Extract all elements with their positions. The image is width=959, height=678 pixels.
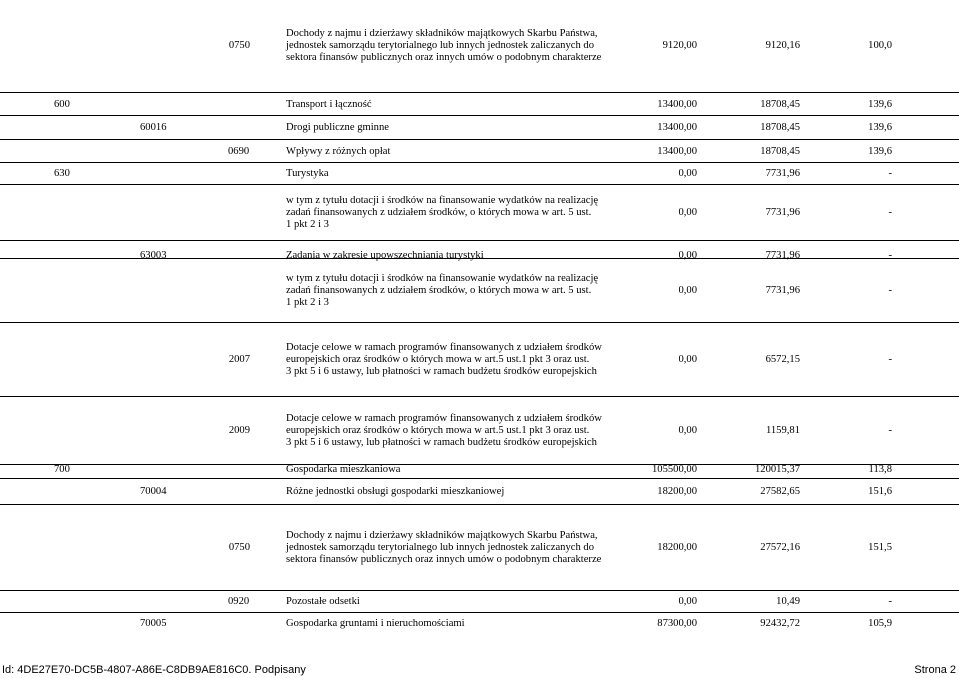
plan-value: 0,00 bbox=[678, 285, 697, 296]
description-line: jednostek samorządu terytorialnego lub innych jednostek zaliczanych do bbox=[286, 40, 594, 51]
execution-value: 92432,72 bbox=[760, 618, 800, 629]
percent-value: 113,8 bbox=[868, 464, 892, 475]
description-line: 3 pkt 5 i 6 ustawy, lub płatności w ramach budżetu środków europejskich bbox=[286, 366, 597, 377]
row-code: 600 bbox=[54, 99, 70, 110]
row-description bbox=[286, 168, 329, 180]
page-number: Strona 2 bbox=[914, 664, 956, 676]
plan-value: 0,00 bbox=[678, 354, 697, 365]
percent-value: - bbox=[888, 285, 892, 296]
description-line: sektora finansów publicznych oraz innych umów o podobnym charakterze bbox=[286, 554, 602, 565]
description-line: europejskich oraz środków o których mowa w art.5 ust.1 pkt 3 oraz ust. bbox=[286, 354, 590, 365]
execution-value: 18708,45 bbox=[760, 122, 800, 133]
document-id: Id: 4DE27E70-DC5B-4807-A86E-C8DB9AE816C0. Podpisany bbox=[2, 664, 306, 676]
plan-value: 18200,00 bbox=[657, 486, 697, 497]
description-line: Gospodarka mieszkaniowa bbox=[286, 464, 401, 475]
table-row bbox=[0, 322, 959, 397]
description-line: w tym z tytułu dotacji i środków na finansowanie wydatków na realizację bbox=[286, 195, 599, 206]
description-line: Transport i łączność bbox=[286, 99, 372, 110]
description-line: Pozostałe odsetki bbox=[286, 596, 360, 607]
execution-value: 10,49 bbox=[776, 596, 800, 607]
row-code: 63003 bbox=[140, 250, 167, 261]
percent-value: 151,6 bbox=[868, 486, 892, 497]
execution-value: 7731,96 bbox=[765, 250, 800, 261]
description-line: europejskich oraz środków o których mowa w art.5 ust.1 pkt 3 oraz ust. bbox=[286, 425, 590, 436]
row-code: 630 bbox=[54, 168, 70, 179]
execution-value: 9120,16 bbox=[765, 40, 800, 51]
row-description bbox=[286, 195, 598, 231]
plan-value: 0,00 bbox=[678, 250, 697, 261]
plan-value: 13400,00 bbox=[657, 99, 697, 110]
description-line: 3 pkt 5 i 6 ustawy, lub płatności w ramach budżetu środków europejskich bbox=[286, 437, 597, 448]
execution-value: 7731,96 bbox=[765, 285, 800, 296]
table-row bbox=[0, 139, 959, 163]
row-description bbox=[286, 486, 504, 498]
table-row bbox=[0, 115, 959, 140]
row-description bbox=[286, 99, 372, 111]
percent-value: 139,6 bbox=[868, 99, 892, 110]
row-description bbox=[286, 28, 601, 64]
percent-value: - bbox=[888, 354, 892, 365]
plan-value: 0,00 bbox=[678, 207, 697, 218]
row-description bbox=[286, 413, 602, 449]
table-row bbox=[0, 590, 959, 613]
description-line: Drogi publiczne gminne bbox=[286, 122, 389, 133]
plan-value: 9120,00 bbox=[662, 40, 697, 51]
description-line: 1 pkt 2 i 3 bbox=[286, 297, 329, 308]
plan-value: 13400,00 bbox=[657, 122, 697, 133]
percent-value: 139,6 bbox=[868, 122, 892, 133]
plan-value: 18200,00 bbox=[657, 542, 697, 553]
percent-value: - bbox=[888, 207, 892, 218]
execution-value: 120015,37 bbox=[754, 464, 800, 475]
row-code: 700 bbox=[54, 464, 70, 475]
plan-value: 0,00 bbox=[678, 596, 697, 607]
row-code: 0750 bbox=[228, 40, 250, 51]
table-row bbox=[0, 612, 959, 635]
description-line: sektora finansów publicznych oraz innych umów o podobnym charakterze bbox=[286, 52, 602, 63]
table-row bbox=[0, 92, 959, 116]
plan-value: 0,00 bbox=[678, 425, 697, 436]
description-line: Zadania w zakresie upowszechniania turystyki bbox=[286, 250, 484, 261]
description-line: Dotacje celowe w ramach programów finansowanych z udziałem środków bbox=[286, 413, 602, 424]
execution-value: 7731,96 bbox=[765, 168, 800, 179]
percent-value: 139,6 bbox=[868, 146, 892, 157]
row-description bbox=[286, 342, 602, 378]
percent-value: - bbox=[888, 250, 892, 261]
execution-value: 27572,16 bbox=[760, 542, 800, 553]
description-line: Turystyka bbox=[286, 168, 329, 179]
description-line: Wpływy z różnych opłat bbox=[286, 146, 391, 157]
description-line: Dochody z najmu i dzierżawy składników majątkowych Skarbu Państwa, bbox=[286, 530, 598, 541]
row-code: 2007 bbox=[228, 354, 250, 365]
row-description bbox=[286, 464, 400, 476]
row-code: 70004 bbox=[140, 486, 167, 497]
row-code: 2009 bbox=[228, 425, 250, 436]
plan-value: 87300,00 bbox=[657, 618, 697, 629]
row-code: 0920 bbox=[228, 596, 250, 607]
row-description bbox=[286, 530, 601, 566]
row-description bbox=[286, 596, 360, 608]
execution-value: 1159,81 bbox=[765, 425, 800, 436]
description-line: Różne jednostki obsługi gospodarki mieszkaniowej bbox=[286, 486, 505, 497]
percent-value: 100,0 bbox=[868, 40, 892, 51]
row-code: 0690 bbox=[228, 146, 250, 157]
percent-value: 151,5 bbox=[868, 542, 892, 553]
percent-value: - bbox=[888, 168, 892, 179]
execution-value: 7731,96 bbox=[765, 207, 800, 218]
row-code: 60016 bbox=[140, 122, 167, 133]
description-line: w tym z tytułu dotacji i środków na finansowanie wydatków na realizację bbox=[286, 273, 599, 284]
percent-value: - bbox=[888, 596, 892, 607]
description-line: 1 pkt 2 i 3 bbox=[286, 219, 329, 230]
plan-value: 105500,00 bbox=[651, 464, 697, 475]
table-row bbox=[0, 504, 959, 591]
execution-value: 27582,65 bbox=[760, 486, 800, 497]
description-line: zadań finansowanych z udziałem środków, o których mowa w art. 5 ust. bbox=[286, 285, 592, 296]
table-row bbox=[0, 478, 959, 505]
plan-value: 13400,00 bbox=[657, 146, 697, 157]
execution-value: 18708,45 bbox=[760, 99, 800, 110]
description-line: Dotacje celowe w ramach programów finansowanych z udziałem środków bbox=[286, 342, 602, 353]
description-line: Dochody z najmu i dzierżawy składników majątkowych Skarbu Państwa, bbox=[286, 28, 598, 39]
row-description bbox=[286, 122, 389, 134]
execution-value: 6572,15 bbox=[765, 354, 800, 365]
description-line: zadań finansowanych z udziałem środków, o których mowa w art. 5 ust. bbox=[286, 207, 592, 218]
table-row bbox=[0, 162, 959, 185]
table-row bbox=[0, 258, 959, 323]
percent-value: - bbox=[888, 425, 892, 436]
table-row bbox=[0, 0, 959, 92]
percent-value: 105,9 bbox=[868, 618, 892, 629]
table-row bbox=[0, 184, 959, 241]
row-description bbox=[286, 273, 598, 309]
description-line: Gospodarka gruntami i nieruchomościami bbox=[286, 618, 465, 629]
description-line: jednostek samorządu terytorialnego lub innych jednostek zaliczanych do bbox=[286, 542, 594, 553]
execution-value: 18708,45 bbox=[760, 146, 800, 157]
row-description bbox=[286, 618, 465, 630]
row-code: 0750 bbox=[228, 542, 250, 553]
row-code: 70005 bbox=[140, 618, 167, 629]
row-description bbox=[286, 146, 390, 158]
plan-value: 0,00 bbox=[678, 168, 697, 179]
table-row bbox=[0, 396, 959, 465]
